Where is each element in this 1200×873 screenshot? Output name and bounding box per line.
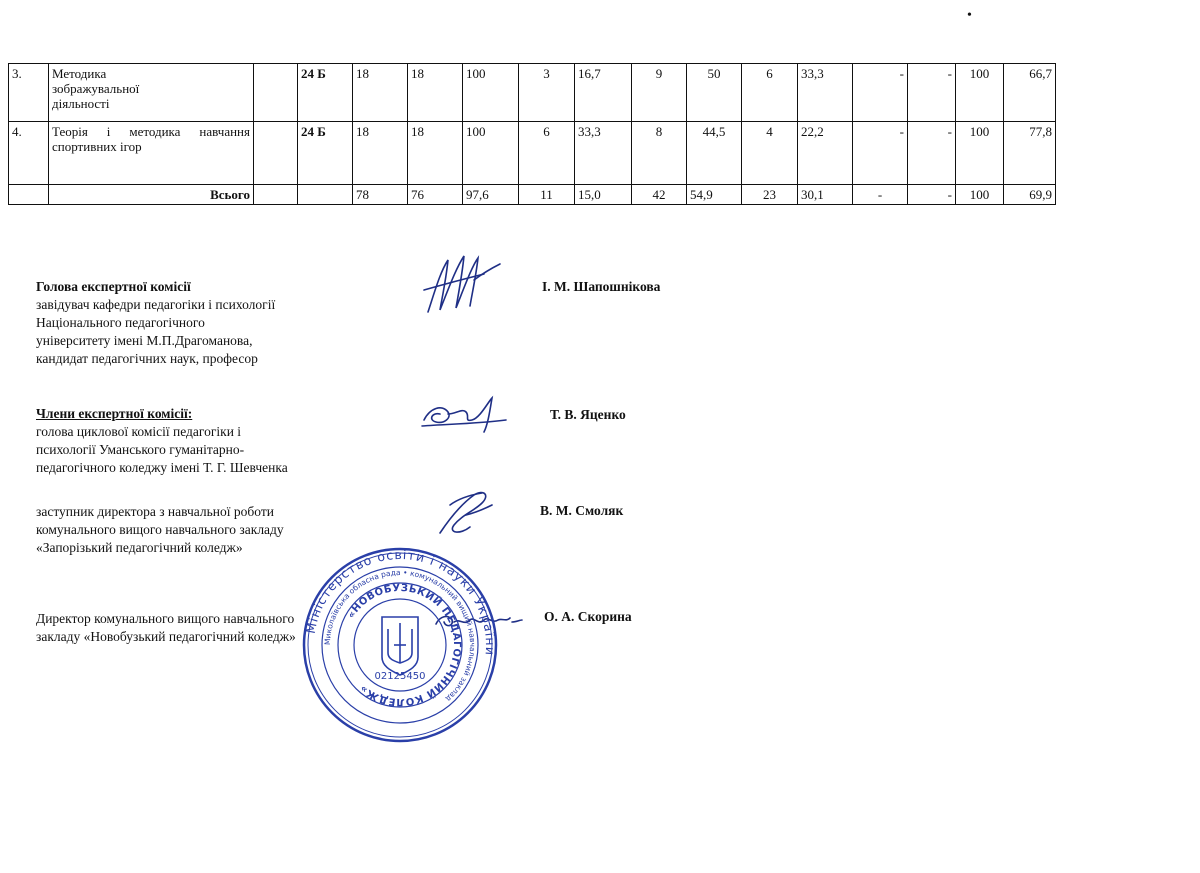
value-cell: 6	[742, 64, 798, 122]
total-label: Всього	[49, 185, 254, 205]
member1-signature	[418, 390, 513, 438]
chair-position-line: Національного педагогічного	[36, 315, 205, 330]
member2-position-line: заступник директора з навчальної роботи	[36, 504, 274, 519]
value-cell: 6	[519, 122, 575, 185]
value-cell: 66,7	[1004, 64, 1056, 122]
trident-emblem-icon	[382, 617, 418, 675]
value-cell: 100	[463, 64, 519, 122]
value-cell: 23	[742, 185, 798, 205]
stamp-outer-text: Міністерство освіти і науки України	[302, 546, 499, 657]
value-cell: 33,3	[575, 122, 632, 185]
member2-position-line: «Запорізький педагогічний коледж»	[36, 540, 243, 555]
chair-signature	[420, 250, 505, 320]
value-cell: 4	[742, 122, 798, 185]
member1-name: Т. В. Яценко	[550, 407, 626, 422]
value-cell: 76	[408, 185, 463, 205]
results-table	[8, 63, 1056, 205]
member2-position-line: комунального вищого навчального закладу	[36, 522, 284, 537]
group-cell: 24 Б	[298, 64, 353, 122]
value-cell: -	[908, 64, 956, 122]
value-cell: -	[853, 122, 908, 185]
row-number: 3.	[9, 64, 49, 122]
value-cell: 18	[408, 64, 463, 122]
stamp-code: 02125450	[374, 671, 426, 682]
empty-cell	[254, 64, 298, 122]
total-row	[9, 185, 1056, 205]
empty-cell	[254, 122, 298, 185]
row-number: 4.	[9, 122, 49, 185]
chair-name: І. М. Шапошнікова	[542, 279, 661, 294]
chair-block	[36, 278, 275, 368]
value-cell: 100	[463, 122, 519, 185]
value-cell: 50	[687, 64, 742, 122]
chair-position-line: університету імені М.П.Драгоманова,	[36, 333, 253, 348]
chair-position-line: кандидат педагогічних наук, професор	[36, 351, 258, 366]
empty-cell	[298, 185, 353, 205]
value-cell: 16,7	[575, 64, 632, 122]
director-block	[36, 610, 296, 646]
value-cell: 9	[632, 64, 687, 122]
official-stamp	[300, 545, 500, 745]
value-cell: 8	[632, 122, 687, 185]
value-cell: 78	[353, 185, 408, 205]
member2-name: В. М. Смоляк	[540, 503, 624, 518]
member2-signature	[430, 485, 500, 541]
value-cell: 54,9	[687, 185, 742, 205]
stamp-ring-text: Миколаївська обласна рада • комунальний вищий навчальний заклад	[322, 567, 478, 704]
value-cell: -	[853, 185, 908, 205]
value-cell: 3	[519, 64, 575, 122]
value-cell: 18	[353, 64, 408, 122]
value-cell: 30,1	[798, 185, 853, 205]
value-cell: 69,9	[1004, 185, 1056, 205]
chair-position-line: завідувач кафедри педагогіки і психології	[36, 297, 276, 312]
value-cell: 100	[956, 122, 1004, 185]
value-cell: 97,6	[463, 185, 519, 205]
value-cell: 44,5	[687, 122, 742, 185]
value-cell: 22,2	[798, 122, 853, 185]
director-name: О. А. Скорина	[544, 609, 632, 624]
stamp-inner-text: «НОВОБУЗЬКИЙ ПЕДАГОГІЧНИЙ КОЛЕДЖ»	[345, 582, 463, 708]
member1-block	[36, 405, 288, 477]
value-cell: -	[908, 185, 956, 205]
empty-cell	[254, 185, 298, 205]
value-cell: -	[908, 122, 956, 185]
member1-position-line: голова циклової комісії педагогіки і	[36, 424, 242, 439]
chair-heading: Голова експертної комісії	[36, 279, 191, 294]
director-position-line: Директор комунального вищого навчального	[36, 611, 295, 626]
value-cell: 100	[956, 185, 1004, 205]
value-cell: 18	[353, 122, 408, 185]
member1-position-line: педагогічного коледжу імені Т. Г. Шевченка	[36, 460, 288, 475]
value-cell: 18	[408, 122, 463, 185]
scan-dot: •	[967, 8, 972, 23]
subject-cell: Методика зображувальної діяльності	[49, 64, 254, 122]
group-cell: 24 Б	[298, 122, 353, 185]
empty-cell	[9, 185, 49, 205]
value-cell: 77,8	[1004, 122, 1056, 185]
director-position-line: закладу «Новобузький педагогічний коледж»	[36, 629, 296, 644]
table-row	[9, 122, 1056, 185]
value-cell: -	[853, 64, 908, 122]
members-heading: Члени експертної комісії:	[36, 406, 193, 421]
subject-cell: Теорія і методика навчання спортивних ігор	[49, 122, 254, 185]
value-cell: 11	[519, 185, 575, 205]
value-cell: 42	[632, 185, 687, 205]
member1-position-line: психології Уманського гуманітарно-	[36, 442, 245, 457]
value-cell: 15,0	[575, 185, 632, 205]
value-cell: 33,3	[798, 64, 853, 122]
member2-block	[36, 503, 284, 557]
value-cell: 100	[956, 64, 1004, 122]
table-row	[9, 64, 1056, 122]
